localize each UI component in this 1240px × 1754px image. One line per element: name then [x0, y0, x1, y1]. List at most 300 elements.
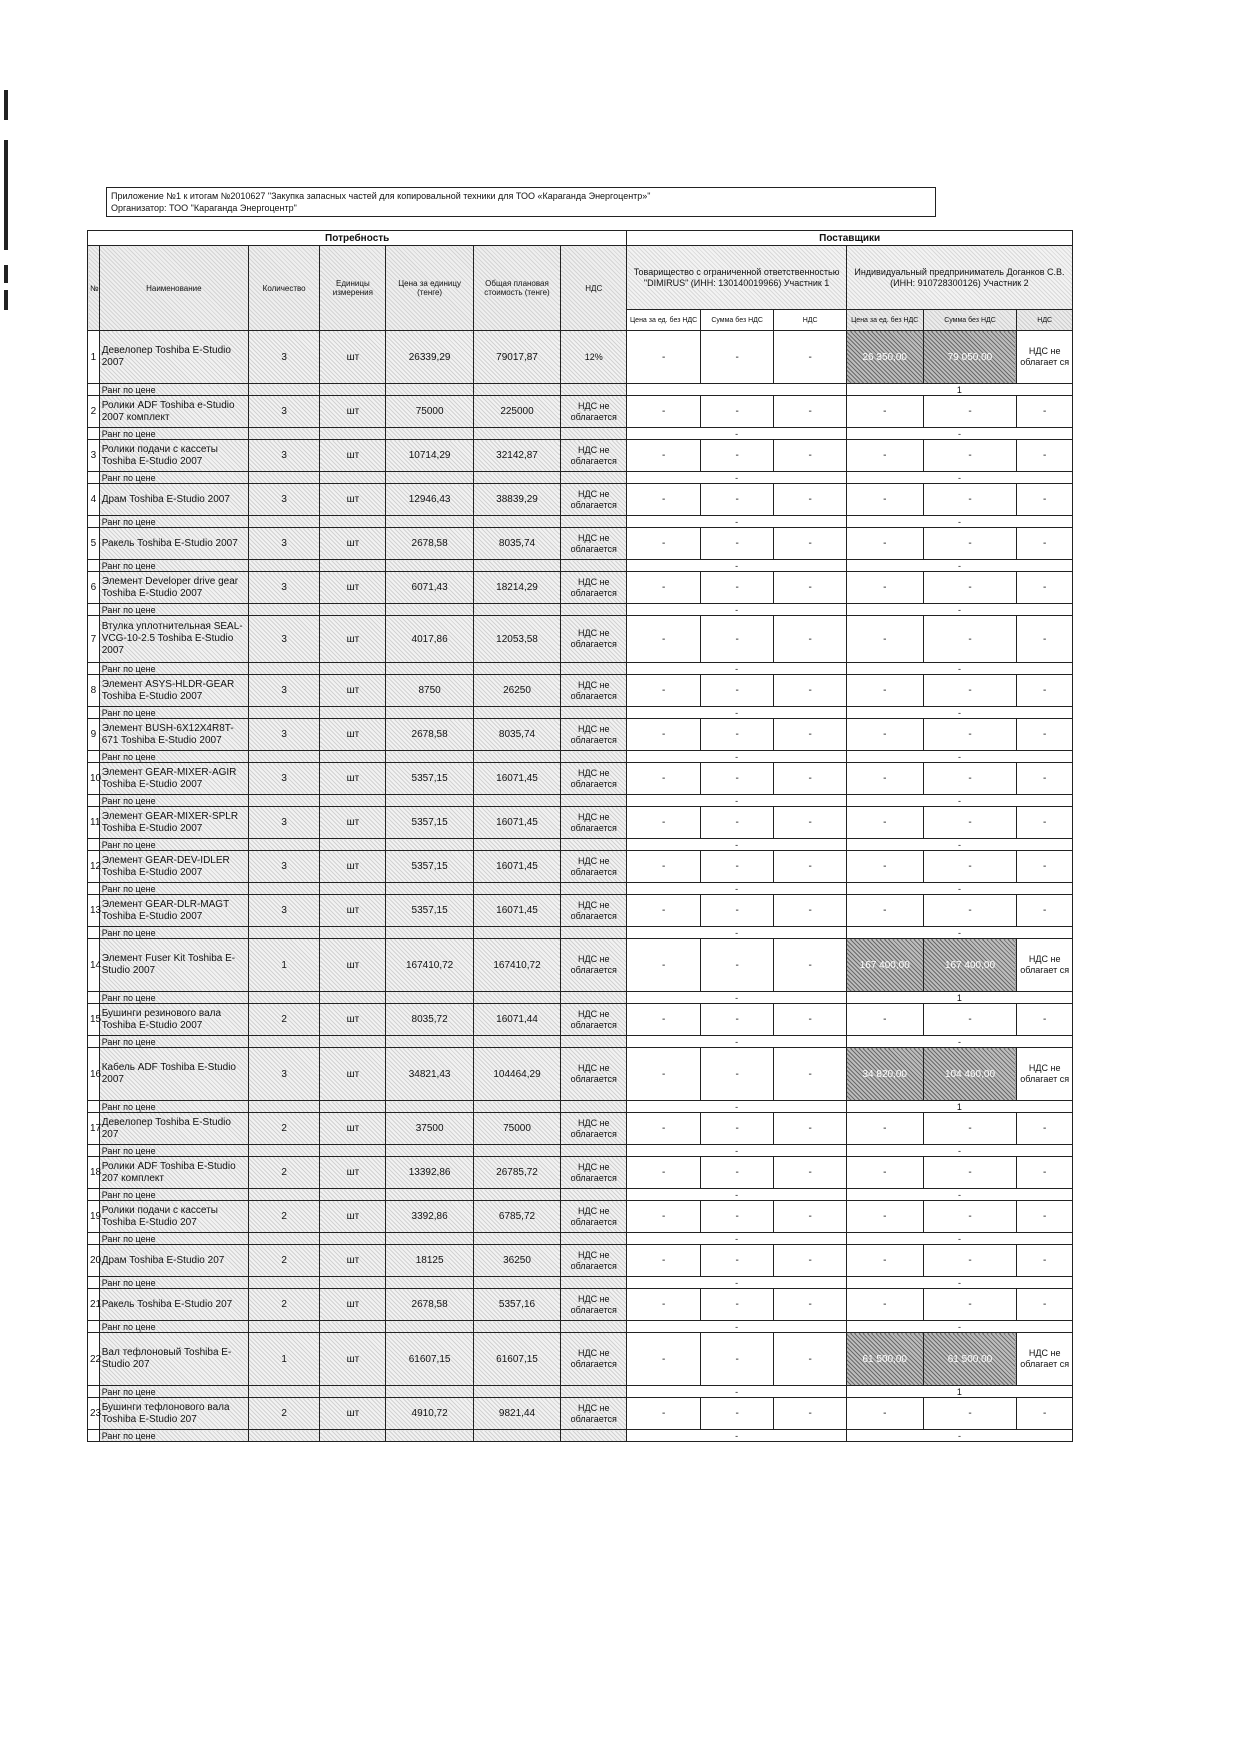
- s2-vat: -: [1017, 1245, 1073, 1277]
- item-total: 61607,15: [473, 1333, 560, 1386]
- rank-blank: [561, 1430, 627, 1442]
- table-row: [88, 1398, 1073, 1430]
- item-price: 2678,58: [386, 719, 473, 751]
- item-qty: 3: [248, 675, 319, 707]
- s2-sum: 79 050,00: [923, 331, 1017, 384]
- s2-rank: -: [846, 1145, 1072, 1157]
- item-vat: НДС не облагается: [561, 572, 627, 604]
- s1-price: -: [627, 807, 701, 839]
- item-name: Ролики ADF Toshiba e-Studio 2007 комплект: [99, 396, 248, 428]
- rank-blank: [248, 1277, 319, 1289]
- item-total: 8035,74: [473, 528, 560, 560]
- s2-vat: НДС не облагает ся: [1017, 1048, 1073, 1101]
- rank-blank: [386, 795, 473, 807]
- item-qty: 2: [248, 1113, 319, 1145]
- table-row: [88, 331, 1073, 384]
- rank-row: [88, 707, 1073, 719]
- item-name: Элемент GEAR-DEV-IDLER Toshiba E-Studio 2007: [99, 851, 248, 883]
- col-no: №: [88, 246, 100, 331]
- rank-row-no: [88, 663, 100, 675]
- item-unit: шт: [320, 895, 386, 927]
- item-total: 225000: [473, 396, 560, 428]
- rank-blank: [386, 1233, 473, 1245]
- s1-vat-header: НДС: [774, 310, 846, 331]
- rank-blank: [561, 839, 627, 851]
- s1-price: -: [627, 331, 701, 384]
- rank-row-no: [88, 1430, 100, 1442]
- table-row: [88, 1333, 1073, 1386]
- item-total: 16071,45: [473, 807, 560, 839]
- row-number: 11: [88, 807, 100, 839]
- s2-vat: -: [1017, 895, 1073, 927]
- s1-price: -: [627, 484, 701, 516]
- s2-price: -: [846, 616, 923, 663]
- s2-sum: -: [923, 484, 1017, 516]
- s2-price-header: Цена за ед. без НДС: [846, 310, 923, 331]
- rank-row: [88, 1321, 1073, 1333]
- item-unit: шт: [320, 1157, 386, 1189]
- item-vat: НДС не облагается: [561, 528, 627, 560]
- rank-blank: [561, 560, 627, 572]
- item-total: 6785,72: [473, 1201, 560, 1233]
- item-name: Ролики подачи с кассеты Toshiba E-Studio 2007: [99, 440, 248, 472]
- s1-price: -: [627, 939, 701, 992]
- item-vat: НДС не облагается: [561, 851, 627, 883]
- rank-blank: [320, 1233, 386, 1245]
- item-name: Драм Toshiba E-Studio 2007: [99, 484, 248, 516]
- rank-blank: [473, 1145, 560, 1157]
- col-total: Общая плановая стоимость (тенге): [473, 246, 560, 331]
- rank-blank: [561, 428, 627, 440]
- s1-vat: -: [774, 807, 846, 839]
- item-total: 167410,72: [473, 939, 560, 992]
- table-row: [88, 719, 1073, 751]
- item-name: Элемент GEAR-MIXER-AGIR Toshiba E-Studio 2007: [99, 763, 248, 795]
- rank-label: Ранг по цене: [99, 751, 248, 763]
- row-number: 19: [88, 1201, 100, 1233]
- item-price: 8035,72: [386, 1004, 473, 1036]
- rank-blank: [473, 384, 560, 396]
- item-name: Кабель ADF Toshiba E-Studio 2007: [99, 1048, 248, 1101]
- rank-blank: [561, 1277, 627, 1289]
- table-row: [88, 1157, 1073, 1189]
- s2-vat: НДС не облагает ся: [1017, 939, 1073, 992]
- row-number: 9: [88, 719, 100, 751]
- item-total: 16071,45: [473, 895, 560, 927]
- rank-label: Ранг по цене: [99, 707, 248, 719]
- item-unit: шт: [320, 1113, 386, 1145]
- item-price: 167410,72: [386, 939, 473, 992]
- s2-sum: -: [923, 851, 1017, 883]
- s2-price: -: [846, 572, 923, 604]
- table-row: [88, 1004, 1073, 1036]
- item-name: Бушинги тефлонового вала Toshiba E-Studio 207: [99, 1398, 248, 1430]
- item-total: 38839,29: [473, 484, 560, 516]
- s2-vat: -: [1017, 719, 1073, 751]
- item-qty: 3: [248, 719, 319, 751]
- item-name: Ракель Toshiba E-Studio 2007: [99, 528, 248, 560]
- rank-blank: [473, 663, 560, 675]
- s2-price: -: [846, 440, 923, 472]
- item-total: 104464,29: [473, 1048, 560, 1101]
- rank-row-no: [88, 992, 100, 1004]
- row-number: 15: [88, 1004, 100, 1036]
- item-total: 8035,74: [473, 719, 560, 751]
- rank-blank: [473, 1036, 560, 1048]
- s1-sum: -: [700, 1113, 774, 1145]
- row-number: 8: [88, 675, 100, 707]
- rank-blank: [561, 604, 627, 616]
- s1-sum: -: [700, 396, 774, 428]
- item-vat: 12%: [561, 331, 627, 384]
- s2-rank: -: [846, 663, 1072, 675]
- s2-sum: -: [923, 1113, 1017, 1145]
- s1-sum: -: [700, 484, 774, 516]
- s1-sum: -: [700, 1398, 774, 1430]
- col-qty: Количество: [248, 246, 319, 331]
- s2-sum: -: [923, 895, 1017, 927]
- s2-rank: -: [846, 1036, 1072, 1048]
- item-unit: шт: [320, 1398, 386, 1430]
- rank-blank: [386, 384, 473, 396]
- rank-blank: [473, 604, 560, 616]
- s2-sum: -: [923, 1398, 1017, 1430]
- s1-rank: -: [627, 1036, 847, 1048]
- rank-blank: [248, 663, 319, 675]
- s1-vat: -: [774, 616, 846, 663]
- rank-blank: [561, 472, 627, 484]
- rank-blank: [320, 1321, 386, 1333]
- s2-rank: -: [846, 795, 1072, 807]
- item-qty: 3: [248, 331, 319, 384]
- item-total: 18214,29: [473, 572, 560, 604]
- item-name: Девелопер Toshiba E-Studio 2007: [99, 331, 248, 384]
- s1-vat: -: [774, 396, 846, 428]
- item-total: 5357,16: [473, 1289, 560, 1321]
- s1-rank: -: [627, 428, 847, 440]
- s2-sum: 61 500,00: [923, 1333, 1017, 1386]
- s1-sum: -: [700, 616, 774, 663]
- rank-blank: [386, 663, 473, 675]
- s2-price: -: [846, 484, 923, 516]
- rank-blank: [386, 1386, 473, 1398]
- s1-rank: -: [627, 604, 847, 616]
- item-price: 18125: [386, 1245, 473, 1277]
- s2-rank: -: [846, 927, 1072, 939]
- rank-row-no: [88, 1145, 100, 1157]
- rank-blank: [248, 472, 319, 484]
- rank-blank: [473, 927, 560, 939]
- item-qty: 2: [248, 1004, 319, 1036]
- item-vat: НДС не облагается: [561, 1333, 627, 1386]
- s1-price: -: [627, 719, 701, 751]
- group-supply: Поставщики: [627, 231, 1073, 246]
- item-vat: НДС не облагается: [561, 1048, 627, 1101]
- row-number: 1: [88, 331, 100, 384]
- rank-blank: [386, 1321, 473, 1333]
- rank-blank: [561, 707, 627, 719]
- rank-row-no: [88, 751, 100, 763]
- row-number: 6: [88, 572, 100, 604]
- item-unit: шт: [320, 807, 386, 839]
- rank-blank: [386, 1145, 473, 1157]
- s1-price: -: [627, 528, 701, 560]
- item-unit: шт: [320, 528, 386, 560]
- item-total: 32142,87: [473, 440, 560, 472]
- rank-label: Ранг по цене: [99, 1233, 248, 1245]
- item-unit: шт: [320, 396, 386, 428]
- rank-blank: [248, 927, 319, 939]
- rank-row: [88, 472, 1073, 484]
- item-qty: 1: [248, 939, 319, 992]
- item-unit: шт: [320, 1048, 386, 1101]
- s1-rank: -: [627, 516, 847, 528]
- s2-sum: -: [923, 1004, 1017, 1036]
- s2-price: -: [846, 1245, 923, 1277]
- s1-price: -: [627, 1113, 701, 1145]
- s2-vat: -: [1017, 763, 1073, 795]
- rank-blank: [473, 839, 560, 851]
- table-row: [88, 484, 1073, 516]
- s1-rank: -: [627, 883, 847, 895]
- s2-sum: -: [923, 1157, 1017, 1189]
- rank-blank: [473, 560, 560, 572]
- rank-row-no: [88, 1036, 100, 1048]
- rank-label: Ранг по цене: [99, 1321, 248, 1333]
- rank-label: Ранг по цене: [99, 992, 248, 1004]
- s1-price: -: [627, 675, 701, 707]
- item-vat: НДС не облагается: [561, 1289, 627, 1321]
- item-vat: НДС не облагается: [561, 1201, 627, 1233]
- s1-vat: -: [774, 331, 846, 384]
- s2-sum: -: [923, 1289, 1017, 1321]
- s2-price: -: [846, 807, 923, 839]
- s1-price: -: [627, 572, 701, 604]
- rank-label: Ранг по цене: [99, 1430, 248, 1442]
- document-header: [106, 187, 936, 217]
- rank-blank: [320, 1145, 386, 1157]
- s2-price: 26 350,00: [846, 331, 923, 384]
- rank-row-no: [88, 839, 100, 851]
- rank-row: [88, 428, 1073, 440]
- item-unit: шт: [320, 572, 386, 604]
- rank-row: [88, 1386, 1073, 1398]
- item-qty: 3: [248, 763, 319, 795]
- item-vat: НДС не облагается: [561, 1245, 627, 1277]
- rank-blank: [320, 751, 386, 763]
- item-vat: НДС не облагается: [561, 484, 627, 516]
- item-unit: шт: [320, 1004, 386, 1036]
- item-qty: 2: [248, 1157, 319, 1189]
- rank-label: Ранг по цене: [99, 1036, 248, 1048]
- item-name: Элемент GEAR-DLR-MAGT Toshiba E-Studio 2007: [99, 895, 248, 927]
- item-unit: шт: [320, 851, 386, 883]
- item-qty: 2: [248, 1201, 319, 1233]
- rank-blank: [561, 663, 627, 675]
- rank-blank: [473, 428, 560, 440]
- s1-vat: -: [774, 675, 846, 707]
- item-unit: шт: [320, 1333, 386, 1386]
- s1-rank: -: [627, 1233, 847, 1245]
- rank-blank: [473, 1101, 560, 1113]
- s1-vat: -: [774, 484, 846, 516]
- s1-rank: -: [627, 1386, 847, 1398]
- rank-blank: [473, 707, 560, 719]
- rank-row-no: [88, 384, 100, 396]
- item-name: Элемент Developer drive gear Toshiba E-Studio 2007: [99, 572, 248, 604]
- rank-blank: [320, 927, 386, 939]
- rank-blank: [320, 560, 386, 572]
- s2-price: -: [846, 1113, 923, 1145]
- rank-row: [88, 992, 1073, 1004]
- item-total: 79017,87: [473, 331, 560, 384]
- row-number: 10: [88, 763, 100, 795]
- s1-rank: -: [627, 795, 847, 807]
- s2-rank: -: [846, 604, 1072, 616]
- s2-price: -: [846, 1157, 923, 1189]
- s1-price: -: [627, 440, 701, 472]
- s2-rank: -: [846, 1321, 1072, 1333]
- item-price: 75000: [386, 396, 473, 428]
- rank-blank: [386, 1101, 473, 1113]
- rank-row-no: [88, 1101, 100, 1113]
- rank-row: [88, 927, 1073, 939]
- table-row: [88, 851, 1073, 883]
- s2-sum: -: [923, 1201, 1017, 1233]
- s1-vat: -: [774, 528, 846, 560]
- rank-blank: [473, 1233, 560, 1245]
- col-price: Цена за единицу (тенге): [386, 246, 473, 331]
- s2-vat: -: [1017, 528, 1073, 560]
- col-unit: Единицы измерения: [320, 246, 386, 331]
- item-vat: НДС не облагается: [561, 719, 627, 751]
- rank-blank: [386, 1430, 473, 1442]
- s2-price: -: [846, 1398, 923, 1430]
- item-unit: шт: [320, 1245, 386, 1277]
- s2-vat: -: [1017, 1398, 1073, 1430]
- item-qty: 3: [248, 895, 319, 927]
- s2-rank: -: [846, 1189, 1072, 1201]
- s1-rank: -: [627, 663, 847, 675]
- s2-sum: 104 460,00: [923, 1048, 1017, 1101]
- rank-blank: [473, 1386, 560, 1398]
- item-price: 13392,86: [386, 1157, 473, 1189]
- rank-blank: [320, 839, 386, 851]
- item-unit: шт: [320, 616, 386, 663]
- item-qty: 2: [248, 1245, 319, 1277]
- table-row: [88, 807, 1073, 839]
- rank-blank: [248, 560, 319, 572]
- s2-sum: -: [923, 807, 1017, 839]
- s1-sum: -: [700, 807, 774, 839]
- s1-sum: -: [700, 1289, 774, 1321]
- s2-sum: -: [923, 440, 1017, 472]
- rank-blank: [561, 1386, 627, 1398]
- s2-vat-header: НДС: [1017, 310, 1073, 331]
- s2-vat: -: [1017, 440, 1073, 472]
- item-price: 2678,58: [386, 528, 473, 560]
- s2-rank: -: [846, 560, 1072, 572]
- rank-row: [88, 516, 1073, 528]
- item-name: Драм Toshiba E-Studio 207: [99, 1245, 248, 1277]
- s2-sum: -: [923, 572, 1017, 604]
- s1-vat: -: [774, 572, 846, 604]
- s1-sum: -: [700, 895, 774, 927]
- s2-rank: 1: [846, 1386, 1072, 1398]
- row-number: 21: [88, 1289, 100, 1321]
- s2-rank: -: [846, 472, 1072, 484]
- item-price: 6071,43: [386, 572, 473, 604]
- rank-row: [88, 1233, 1073, 1245]
- rank-label: Ранг по цене: [99, 1386, 248, 1398]
- rank-label: Ранг по цене: [99, 839, 248, 851]
- rank-label: Ранг по цене: [99, 472, 248, 484]
- table-row: [88, 528, 1073, 560]
- item-total: 75000: [473, 1113, 560, 1145]
- table-row: [88, 1113, 1073, 1145]
- s1-price: -: [627, 396, 701, 428]
- rank-row-no: [88, 1277, 100, 1289]
- s1-sum: -: [700, 939, 774, 992]
- s2-price: -: [846, 719, 923, 751]
- s2-rank: -: [846, 428, 1072, 440]
- s1-price: -: [627, 1333, 701, 1386]
- item-price: 37500: [386, 1113, 473, 1145]
- item-vat: НДС не облагается: [561, 763, 627, 795]
- rank-blank: [248, 1233, 319, 1245]
- item-unit: шт: [320, 939, 386, 992]
- item-vat: НДС не облагается: [561, 1157, 627, 1189]
- rank-label: Ранг по цене: [99, 604, 248, 616]
- rank-row-no: [88, 1321, 100, 1333]
- rank-blank: [320, 472, 386, 484]
- rank-blank: [320, 795, 386, 807]
- s1-vat: -: [774, 1398, 846, 1430]
- item-name: Элемент GEAR-MIXER-SPLR Toshiba E-Studio 2007: [99, 807, 248, 839]
- rank-row-no: [88, 428, 100, 440]
- s1-price: -: [627, 616, 701, 663]
- rank-blank: [561, 1233, 627, 1245]
- s1-rank: -: [627, 560, 847, 572]
- rank-row-no: [88, 707, 100, 719]
- item-total: 12053,58: [473, 616, 560, 663]
- s2-vat: НДС не облагает ся: [1017, 331, 1073, 384]
- rank-label: Ранг по цене: [99, 1277, 248, 1289]
- s1-vat: -: [774, 1289, 846, 1321]
- item-total: 9821,44: [473, 1398, 560, 1430]
- s2-vat: -: [1017, 484, 1073, 516]
- rank-blank: [248, 1036, 319, 1048]
- rank-label: Ранг по цене: [99, 1145, 248, 1157]
- s2-price: -: [846, 1289, 923, 1321]
- s2-vat: НДС не облагает ся: [1017, 1333, 1073, 1386]
- rank-row-no: [88, 1189, 100, 1201]
- col-name: Наименование: [99, 246, 248, 331]
- s2-sum: -: [923, 1245, 1017, 1277]
- rank-row: [88, 1101, 1073, 1113]
- item-total: 26785,72: [473, 1157, 560, 1189]
- rank-blank: [248, 839, 319, 851]
- s2-price: -: [846, 1201, 923, 1233]
- rank-blank: [320, 1189, 386, 1201]
- item-name: Бушинги резинового вала Toshiba E-Studio 2007: [99, 1004, 248, 1036]
- rank-blank: [386, 883, 473, 895]
- rank-blank: [561, 927, 627, 939]
- item-price: 8750: [386, 675, 473, 707]
- rank-label: Ранг по цене: [99, 883, 248, 895]
- rank-blank: [248, 1145, 319, 1157]
- table-row: [88, 440, 1073, 472]
